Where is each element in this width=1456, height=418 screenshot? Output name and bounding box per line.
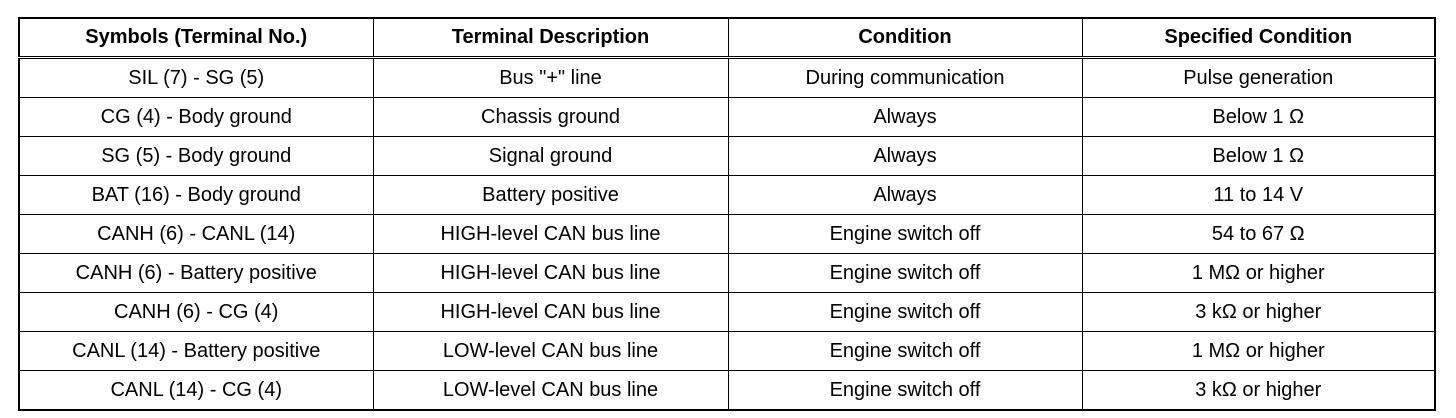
cell-condition: Always: [728, 137, 1082, 176]
cell-description: Signal ground: [373, 137, 728, 176]
cell-symbols: BAT (16) - Body ground: [19, 176, 373, 215]
header-symbols: Symbols (Terminal No.): [19, 18, 373, 58]
cell-specified-condition: 1 MΩ or higher: [1082, 254, 1435, 293]
cell-description: LOW-level CAN bus line: [373, 371, 728, 411]
cell-description: Battery positive: [373, 176, 728, 215]
cell-specified-condition: 54 to 67 Ω: [1082, 215, 1435, 254]
cell-condition: Engine switch off: [728, 254, 1082, 293]
cell-condition: Engine switch off: [728, 332, 1082, 371]
cell-condition: Always: [728, 176, 1082, 215]
cell-condition: Engine switch off: [728, 371, 1082, 411]
header-specified-condition: Specified Condition: [1082, 18, 1435, 58]
cell-condition: During communication: [728, 58, 1082, 98]
table-row: [19, 371, 1435, 411]
table-row: [19, 58, 1435, 98]
cell-specified-condition: Below 1 Ω: [1082, 98, 1435, 137]
cell-condition: Always: [728, 98, 1082, 137]
cell-symbols: CG (4) - Body ground: [19, 98, 373, 137]
cell-symbols: CANL (14) - CG (4): [19, 371, 373, 411]
cell-specified-condition: 3 kΩ or higher: [1082, 371, 1435, 411]
cell-specified-condition: Pulse generation: [1082, 58, 1435, 98]
cell-specified-condition: Below 1 Ω: [1082, 137, 1435, 176]
table-row: [19, 98, 1435, 137]
table-row: [19, 215, 1435, 254]
cell-symbols: CANH (6) - CG (4): [19, 293, 373, 332]
cell-description: Bus "+" line: [373, 58, 728, 98]
cell-description: LOW-level CAN bus line: [373, 332, 728, 371]
table-container: [18, 17, 1436, 411]
header-condition: Condition: [728, 18, 1082, 58]
cell-specified-condition: 3 kΩ or higher: [1082, 293, 1435, 332]
cell-symbols: CANH (6) - CANL (14): [19, 215, 373, 254]
cell-symbols: CANL (14) - Battery positive: [19, 332, 373, 371]
cell-condition: Engine switch off: [728, 293, 1082, 332]
header-row: [19, 18, 1435, 58]
cell-specified-condition: 1 MΩ or higher: [1082, 332, 1435, 371]
table-row: [19, 293, 1435, 332]
cell-condition: Engine switch off: [728, 215, 1082, 254]
table-row: [19, 332, 1435, 371]
cell-description: Chassis ground: [373, 98, 728, 137]
terminal-spec-table: [18, 17, 1436, 411]
cell-description: HIGH-level CAN bus line: [373, 293, 728, 332]
table-row: [19, 254, 1435, 293]
table-row: [19, 176, 1435, 215]
cell-symbols: SIL (7) - SG (5): [19, 58, 373, 98]
cell-description: HIGH-level CAN bus line: [373, 254, 728, 293]
cell-description: HIGH-level CAN bus line: [373, 215, 728, 254]
cell-specified-condition: 11 to 14 V: [1082, 176, 1435, 215]
cell-symbols: CANH (6) - Battery positive: [19, 254, 373, 293]
table-row: [19, 137, 1435, 176]
cell-symbols: SG (5) - Body ground: [19, 137, 373, 176]
header-terminal-description: Terminal Description: [373, 18, 728, 58]
